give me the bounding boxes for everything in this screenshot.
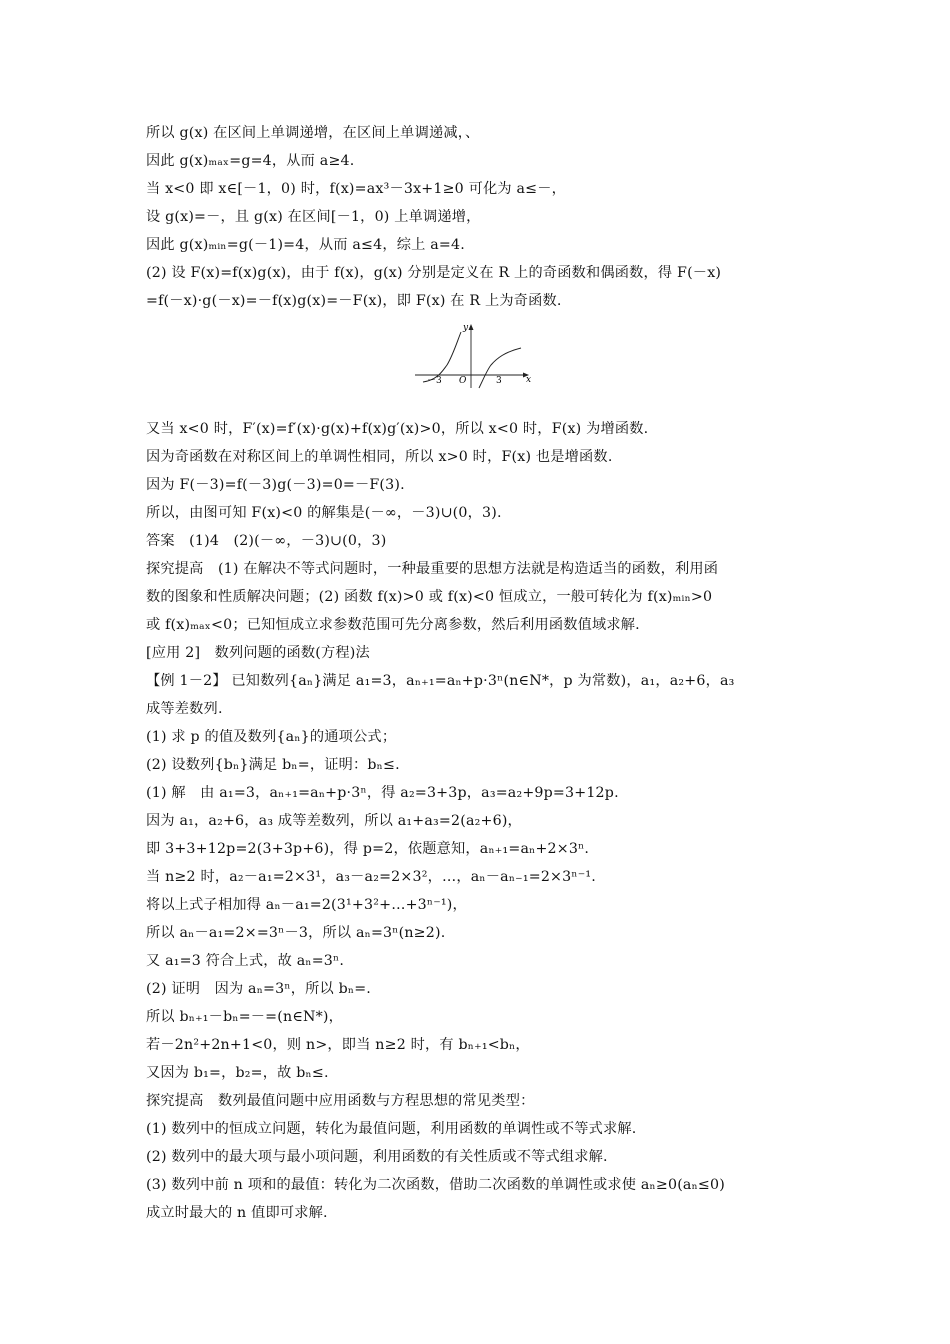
text-line: 又因为 b₁=，b₂=，故 bₙ≤. [146,1065,329,1081]
text-line: 所以，由图可知 F(x)<0 的解集是(－∞，－3)∪(0，3). [146,505,502,521]
text-line: 将以上式子相加得 aₙ－a₁=2(3¹+3²+…+3ⁿ⁻¹)， [146,897,467,913]
text-line: (2) 证明 因为 aₙ=3ⁿ，所以 bₙ=. [146,981,371,997]
example-heading: 【例 1－2】 已知数列{aₙ}满足 a₁=3，aₙ₊₁=aₙ+p·3ⁿ(n∈N*，p 为常数)，a₁，a₂+6，a₃ [146,673,735,689]
text-line: 因为 a₁，a₂+6，a₃ 成等差数列，所以 a₁+a₃=2(a₂+6)， [146,813,522,829]
text-line: 所以 g(x) 在区间上单调递增，在区间上单调递减，、 [146,125,480,141]
text-line: (2) 数列中的最大项与最小项问题，利用函数的有关性质或不等式组求解. [146,1149,608,1165]
tick-label-neg3: －3 [427,376,442,386]
text-line: 所以 bₙ₊₁－bₙ=－=(n∈N*)， [146,1009,344,1025]
text-line: 因为 F(－3)=f(－3)g(－3)=0=－F(3). [146,477,405,493]
text-line: (3) 数列中前 n 项和的最值：转化为二次函数，借助二次函数的单调性或求使 aₙ≥0(aₙ≤0) [146,1177,725,1193]
text-line: 因此 g(x)ₘₐₓ=g=4，从而 a≥4. [146,153,355,169]
text-line: 或 f(x)ₘₐₓ<0；已知恒成立求参数范围可先分离参数，然后利用函数值域求解. [146,617,640,633]
answer-line: 答案 (1)4 (2)(－∞，－3)∪(0，3) [146,533,387,549]
text-line: (1) 求 p 的值及数列{aₙ}的通项公式； [146,729,397,745]
x-axis-label: x [526,375,532,385]
section-heading: [应用 2] 数列问题的函数(方程)法 [146,645,370,661]
function-graph-figure [413,320,533,390]
y-axis-arrow-icon [469,324,474,330]
text-line: (2) 设 F(x)=f(x)g(x)，由于 f(x)，g(x) 分别是定义在 R 上的奇函数和偶函数，得 F(－x) [146,265,722,281]
text-line: 探究提高 (1) 在解决不等式问题时，一种最重要的思想方法就是构造适当的函数，利用函 [146,561,719,577]
text-line: 所以 aₙ－a₁=2×=3ⁿ－3，所以 aₙ=3ⁿ(n≥2). [146,925,446,941]
text-line: (2) 设数列{bₙ}满足 bₙ=，证明：bₙ≤. [146,757,400,773]
text-line: (1) 数列中的恒成立问题，转化为最值问题，利用函数的单调性或不等式求解. [146,1121,637,1137]
text-line: 若－2n²+2n+1<0，则 n>，即当 n≥2 时，有 bₙ₊₁<bₙ， [146,1037,530,1053]
y-axis-label: y [463,323,469,333]
tick-label-3: 3 [496,376,502,386]
text-line: 当 x<0 即 x∈[－1，0) 时，f(x)=ax³－3x+1≥0 可化为 a≤－， [146,181,567,197]
text-line: 设 g(x)=－，且 g(x) 在区间[－1，0) 上单调递增， [146,209,481,225]
text-line: =f(－x)·g(－x)=－f(x)g(x)=－F(x)，即 F(x) 在 R 上为奇函数. [146,293,562,309]
curve-left-branch [423,332,461,382]
text-line: 探究提高 数列最值问题中应用函数与方程思想的常见类型： [146,1093,535,1109]
text-line: 又当 x<0 时，F′(x)=f′(x)·g(x)+f(x)g′(x)>0，所以 x<0 时，F(x) 为增函数. [146,421,649,437]
text-line: (1) 解 由 a₁=3，aₙ₊₁=aₙ+p·3ⁿ，得 a₂=3+3p，a₃=a₂+9p=3+12p. [146,785,619,801]
text-line: 又 a₁=3 符合上式，故 aₙ=3ⁿ. [146,953,345,969]
text-line: 即 3+3+12p=2(3+3p+6)，得 p=2，依题意知，aₙ₊₁=aₙ+2×3ⁿ. [146,841,590,857]
text-line: 当 n≥2 时，a₂－a₁=2×3¹，a₃－a₂=2×3²，…，aₙ－aₙ₋₁=2×3ⁿ⁻¹. [146,869,596,885]
origin-label: O [459,376,467,386]
text-line: 成立时最大的 n 值即可求解. [146,1205,328,1221]
text-line: 因此 g(x)ₘᵢₙ=g(－1)=4，从而 a≤4，综上 a=4. [146,237,465,253]
text-line: 成等差数列. [146,701,223,717]
text-line: 数的图象和性质解决问题；(2) 函数 f(x)>0 或 f(x)<0 恒成立，一般可转化为 f(x)ₘᵢₙ>0 [146,589,713,605]
text-line: 因为奇函数在对称区间上的单调性相同，所以 x>0 时，F(x) 也是增函数. [146,449,613,465]
